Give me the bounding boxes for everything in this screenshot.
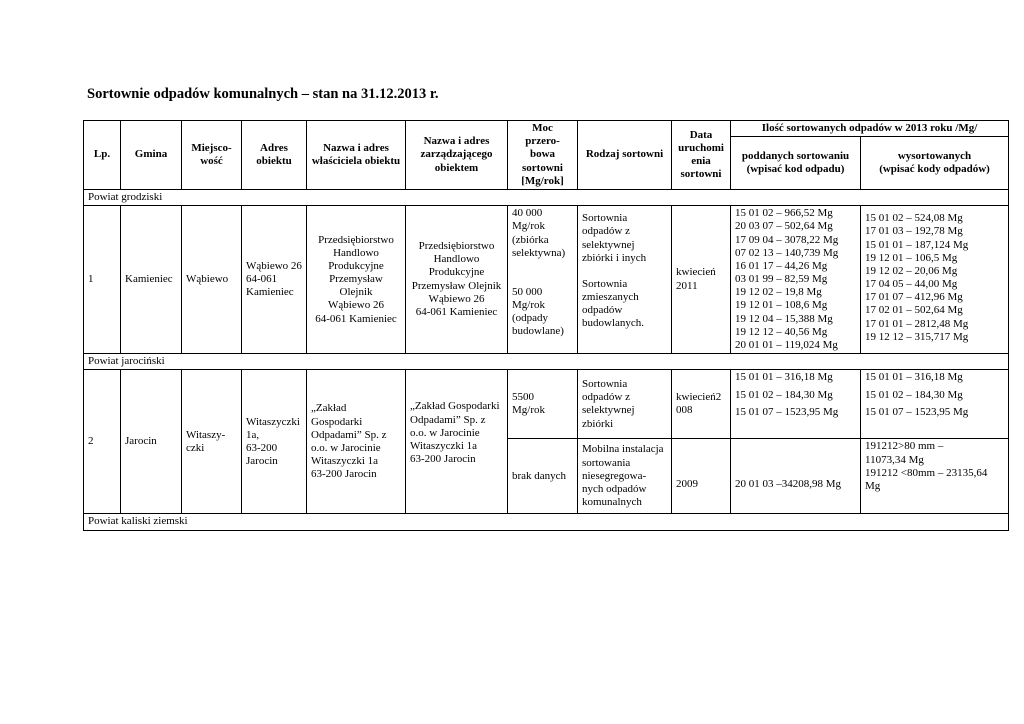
- header-zarzadzajacy: Nazwa i adres zarządzającego obiektem: [406, 121, 508, 190]
- sorting-plants-table: [83, 120, 1009, 531]
- cell-moc: 40 000 Mg/rok (zbiórka selektywna) 50 000 Mg/rok (odpady budowlane): [508, 206, 578, 354]
- cell-adres: Witaszyczki 1a, 63-200 Jarocin: [242, 370, 307, 514]
- cell-adres: Wąbiewo 26 64-061 Kamieniec: [242, 206, 307, 354]
- cell-gmina: Jarocin: [121, 370, 182, 514]
- table-row: [84, 370, 1009, 439]
- cell-data: kwiecień 2011: [672, 206, 731, 354]
- powiat-label: Powiat jarociński: [84, 354, 1009, 370]
- header-gmina: Gmina: [121, 121, 182, 190]
- powiat-label: Powiat kaliski ziemski: [84, 514, 1009, 530]
- cell-zarzadzajacy: „Zakład Gospodarki Odpadami” Sp. z o.o. w Jarocinie Witaszyczki 1a 63-200 Jarocin: [406, 370, 508, 514]
- header-row-1: [84, 121, 1009, 137]
- powiat-label: Powiat grodziski: [84, 189, 1009, 205]
- cell-rodzaj: Sortownia odpadów z selektywnej zbiórki: [578, 370, 672, 439]
- cell-gmina: Kamieniec: [121, 206, 182, 354]
- cell-moc: 5500 Mg/rok: [508, 370, 578, 439]
- header-moc: Moc przero- bowa sortowni [Mg/rok]: [508, 121, 578, 190]
- header-wlasciciel: Nazwa i adres właściciela obiektu: [307, 121, 406, 190]
- document-title: Sortownie odpadów komunalnych – stan na 31.12.2013 r.: [87, 86, 439, 102]
- header-rodzaj: Rodzaj sortowni: [578, 121, 672, 190]
- header-lp: Lp.: [84, 121, 121, 190]
- cell-wlasciciel: „Zakład Gospodarki Odpadami” Sp. z o.o. w Jarocinie Witaszyczki 1a 63-200 Jarocin: [307, 370, 406, 514]
- cell-wysortowanych: 15 01 01 – 316,18 Mg 15 01 02 – 184,30 Mg 15 01 07 – 1523,95 Mg: [861, 370, 1009, 439]
- header-miejscowosc: Miejsco-wość: [182, 121, 242, 190]
- cell-rodzaj: Mobilna instalacja sortowania niesegregowa- nych odpadów komunalnych: [578, 439, 672, 514]
- header-wysortowanych: wysortowanych (wpisać kody odpadów): [861, 137, 1009, 190]
- cell-wysortowanych: 191212>80 mm – 11073,34 Mg 191212 <80mm – 23135,64 Mg: [861, 439, 1009, 514]
- powiat-row: [84, 354, 1009, 370]
- cell-lp: 1: [84, 206, 121, 354]
- header-data: Data uruchomi enia sortowni: [672, 121, 731, 190]
- cell-poddanych: 15 01 02 – 966,52 Mg 20 03 07 – 502,64 Mg 17 09 04 – 3078,22 Mg 07 02 13 – 140,739 Mg 16 01 17 – 44,26 Mg 03 01 99 – 82,59 Mg 19 12 02 – 19,8 Mg 19 12 01 – 108,6 Mg 19 12 04 – 15,388 Mg 19 12 12 – 40,56 Mg 20 01 01 – 119,024 Mg: [731, 206, 861, 354]
- cell-miejscowosc: Witaszy- czki: [182, 370, 242, 514]
- cell-poddanych: 15 01 01 – 316,18 Mg 15 01 02 – 184,30 Mg 15 01 07 – 1523,95 Mg: [731, 370, 861, 439]
- powiat-row: [84, 189, 1009, 205]
- cell-zarzadzajacy: Przedsiębiorstwo Handlowo Produkcyjne Przemysław Olejnik Wąbiewo 26 64-061 Kamieniec: [406, 206, 508, 354]
- cell-poddanych: 20 01 03 –34208,98 Mg: [731, 439, 861, 514]
- cell-moc: brak danych: [508, 439, 578, 514]
- cell-wysortowanych: 15 01 02 – 524,08 Mg 17 01 03 – 192,78 Mg 15 01 01 – 187,124 Mg 19 12 01 – 106,5 Mg 19 12 02 – 20,06 Mg 17 04 05 – 44,00 Mg 17 01 07 – 412,96 Mg 17 02 01 – 502,64 Mg 17 01 01 – 2812,48 Mg 19 12 12 – 315,717 Mg: [861, 206, 1009, 354]
- header-ilosc: Ilość sortowanych odpadów w 2013 roku /Mg/: [731, 121, 1009, 137]
- cell-wlasciciel: Przedsiębiorstwo Handlowo Produkcyjne Przemysław Olejnik Wąbiewo 26 64-061 Kamieniec: [307, 206, 406, 354]
- cell-data: kwiecień2 008: [672, 370, 731, 439]
- table-row: [84, 206, 1009, 354]
- cell-lp: 2: [84, 370, 121, 514]
- cell-rodzaj: Sortownia odpadów z selektywnej zbiórki i inych Sortownia zmieszanych odpadów budowlanych.: [578, 206, 672, 354]
- cell-miejscowosc: Wąbiewo: [182, 206, 242, 354]
- powiat-row: [84, 514, 1009, 530]
- cell-data: 2009: [672, 439, 731, 514]
- header-poddanych: poddanych sortowaniu (wpisać kod odpadu): [731, 137, 861, 190]
- header-adres: Adres obiektu: [242, 121, 307, 190]
